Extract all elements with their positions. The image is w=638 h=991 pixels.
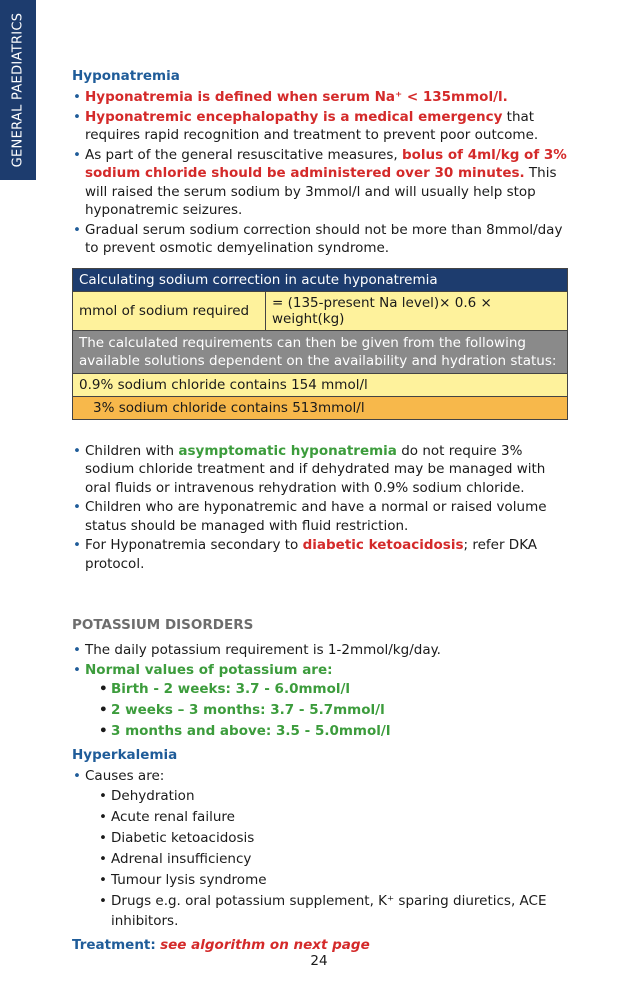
table-header: Calculating sodium correction in acute hyponatremia xyxy=(73,268,568,291)
hyponatremia-notes-list xyxy=(72,442,572,574)
list-item: • Hyponatremic encephalopathy is a medical emergency that requires rapid recognition and treatment to prevent poor outcome. xyxy=(72,108,572,145)
page-number: 24 xyxy=(310,953,328,969)
hyperkalemia-list xyxy=(72,767,572,931)
table-cell: 3% sodium chloride contains 513mmol/l xyxy=(73,396,568,419)
list-item: • Diabetic ketoacidosis xyxy=(99,828,572,848)
potassium-list xyxy=(72,641,572,741)
table-cell: 0.9% sodium chloride contains 154 mmol/l xyxy=(73,373,568,396)
list-item: • Adrenal insufficiency xyxy=(99,849,572,869)
list-item: • 3 months and above: 3.5 - 5.0mmol/l xyxy=(99,721,572,741)
list-item: • Birth - 2 weeks: 3.7 - 6.0mmol/l xyxy=(99,679,572,699)
table-cell: The calculated requirements can then be given from the following available solutions dependent on the availability and hydration status: xyxy=(73,330,568,373)
treatment-line xyxy=(72,937,572,953)
hyponatremia-heading: Hyponatremia xyxy=(72,68,180,84)
causes-list xyxy=(85,786,572,931)
list-item: • Children with asymptomatic hyponatremia do not require 3% sodium chloride treatment and if dehydrated may be managed with oral fluids or intravenous rehydration with 0.9% sodium chloride. xyxy=(72,442,572,498)
treatment-label: Treatment: xyxy=(72,936,156,953)
side-tab-label: GENERAL PAEDIATRICS xyxy=(10,12,26,168)
hyperkalemia-heading: Hyperkalemia xyxy=(72,747,178,763)
list-item: • Causes are: • Dehydration • Acute renal failure • Diabetic ketoacidosis • Adrenal insufficiency • Tumour lysis syndrome • Drugs e.g. oral potassium supplement, K⁺ sparing diuretics, ACE inhibitors. xyxy=(72,767,572,931)
treatment-reference: see algorithm on next page xyxy=(160,936,370,953)
potassium-heading: POTASSIUM DISORDERS xyxy=(72,617,254,633)
table-cell: mmol of sodium required xyxy=(73,291,266,330)
list-item: • As part of the general resuscitative measures, bolus of 4ml/kg of 3% sodium chloride should be administered over 30 minutes. This will raised the serum sodium by 3mmol/l and will usually help stop hyponatremic seizures. xyxy=(72,146,572,220)
page-content xyxy=(72,68,572,953)
sodium-correction-table xyxy=(72,268,568,420)
hyponatremia-list xyxy=(72,88,572,258)
list-item: • Dehydration xyxy=(99,786,572,806)
table-cell: = (135-present Na level)× 0.6 × weight(kg) xyxy=(266,291,568,330)
list-item: • Drugs e.g. oral potassium supplement, K⁺ sparing diuretics, ACE inhibitors. xyxy=(99,891,572,931)
list-item: • Normal values of potassium are: • Birth - 2 weeks: 3.7 - 6.0mmol/l • 2 weeks – 3 months: 3.7 - 5.7mmol/l • 3 months and above: 3.5 - 5.0mmol/l xyxy=(72,661,572,742)
list-item: • Gradual serum sodium correction should not be more than 8mmol/day to prevent osmotic demyelination syndrome. xyxy=(72,221,572,258)
section-side-tab xyxy=(0,0,36,180)
potassium-values-list xyxy=(85,679,572,741)
list-item: • The daily potassium requirement is 1-2mmol/kg/day. xyxy=(72,641,572,660)
list-item: • 2 weeks – 3 months: 3.7 - 5.7mmol/l xyxy=(99,700,572,720)
list-item: • Acute renal failure xyxy=(99,807,572,827)
list-item: • Hyponatremia is defined when serum Na⁺ < 135mmol/l. xyxy=(72,88,572,107)
list-item: • For Hyponatremia secondary to diabetic ketoacidosis; refer DKA protocol. xyxy=(72,536,572,573)
list-item: • Children who are hyponatremic and have a normal or raised volume status should be managed with fluid restriction. xyxy=(72,498,572,535)
list-item: • Tumour lysis syndrome xyxy=(99,870,572,890)
